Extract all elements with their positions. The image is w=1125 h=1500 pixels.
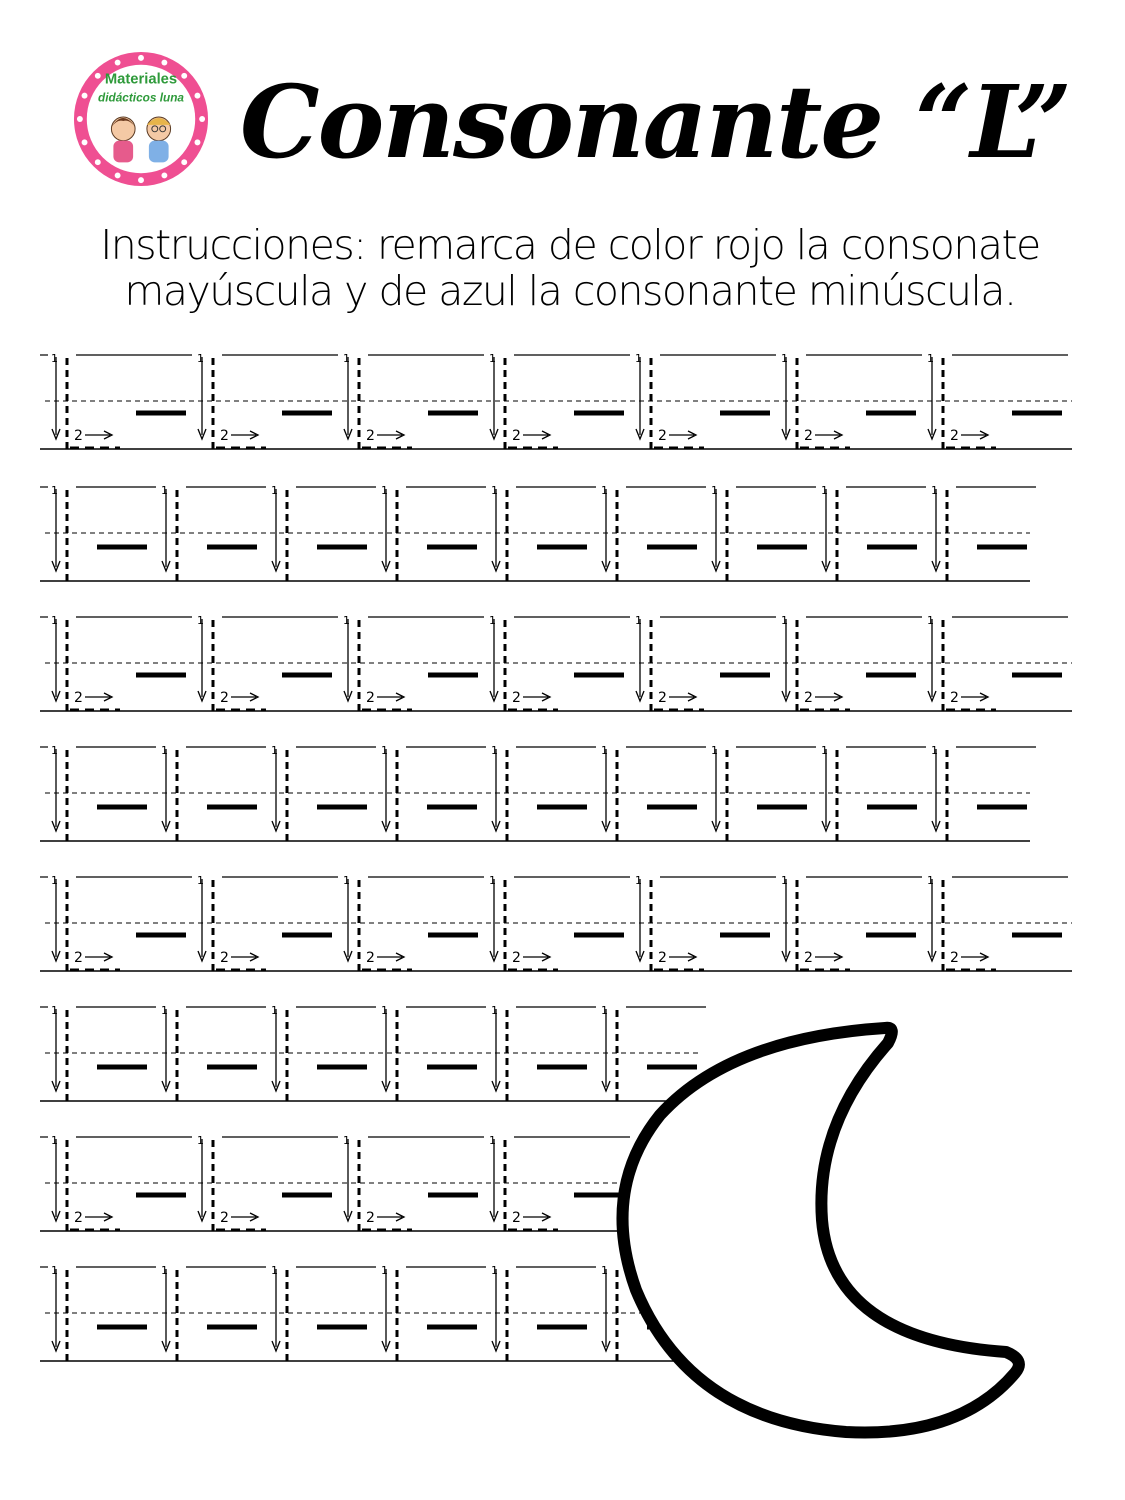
stroke-number-1: 1	[343, 874, 350, 887]
stroke-number-1: 1	[271, 484, 278, 497]
stroke-number-1: 1	[491, 1004, 498, 1017]
stroke-number-1: 1	[931, 484, 938, 497]
stroke-number-1: 1	[197, 874, 204, 887]
tracing-letter-lowercase-l[interactable]	[711, 744, 816, 841]
tracing-letter-lowercase-l[interactable]	[161, 1264, 266, 1361]
stroke-number-1: 1	[781, 352, 788, 365]
stroke-number-2: 2	[804, 428, 813, 444]
stroke-number-2: 2	[74, 950, 83, 966]
stroke-number-1: 1	[931, 744, 938, 757]
stroke-number-1: 1	[601, 1004, 608, 1017]
stroke-number-2: 2	[658, 428, 667, 444]
tracing-row-lowercase	[40, 744, 1036, 841]
stroke-number-1: 1	[343, 614, 350, 627]
tracing-letter-lowercase-l[interactable]	[161, 484, 266, 581]
stroke-number-1: 1	[161, 1004, 168, 1017]
stroke-number-2: 2	[220, 950, 229, 966]
page-title: Consonante “L”	[240, 63, 1071, 181]
tracing-letter-lowercase-l[interactable]	[711, 484, 816, 581]
stroke-number-1: 1	[161, 484, 168, 497]
stroke-number-1: 1	[927, 614, 934, 627]
stroke-number-1: 1	[781, 874, 788, 887]
stroke-number-1: 1	[821, 484, 828, 497]
tracing-row-lowercase	[40, 1004, 706, 1101]
stroke-number-1: 1	[51, 614, 58, 627]
stroke-number-1: 1	[51, 1134, 58, 1147]
stroke-number-1: 1	[635, 352, 642, 365]
stroke-number-2: 2	[512, 950, 521, 966]
stroke-number-1: 1	[489, 614, 496, 627]
tracing-row-lowercase	[40, 484, 1036, 581]
stroke-number-1: 1	[51, 1264, 58, 1277]
tracing-row-uppercase	[40, 874, 1072, 971]
stroke-number-1: 1	[51, 744, 58, 757]
tracing-row-uppercase	[40, 352, 1072, 449]
stroke-number-1: 1	[927, 874, 934, 887]
stroke-number-2: 2	[658, 950, 667, 966]
stroke-number-2: 2	[658, 690, 667, 706]
stroke-number-2: 2	[74, 428, 83, 444]
stroke-number-2: 2	[512, 428, 521, 444]
stroke-number-1: 1	[489, 874, 496, 887]
tracing-letter-lowercase-l[interactable]	[601, 744, 706, 841]
stroke-number-1: 1	[491, 484, 498, 497]
stroke-number-2: 2	[366, 428, 375, 444]
stroke-number-1: 1	[197, 614, 204, 627]
stroke-number-2: 2	[74, 690, 83, 706]
stroke-number-1: 1	[271, 1004, 278, 1017]
stroke-number-1: 1	[489, 1134, 496, 1147]
stroke-number-2: 2	[366, 690, 375, 706]
stroke-number-1: 1	[197, 352, 204, 365]
stroke-number-2: 2	[950, 428, 959, 444]
stroke-number-1: 1	[51, 1004, 58, 1017]
logo-text-line1: Materiales	[104, 71, 178, 88]
stroke-number-1: 1	[821, 744, 828, 757]
stroke-number-1: 1	[489, 352, 496, 365]
stroke-number-1: 1	[601, 744, 608, 757]
tracing-letter-lowercase-l[interactable]	[161, 744, 266, 841]
stroke-number-1: 1	[381, 1264, 388, 1277]
tracing-letter-lowercase-l[interactable]	[161, 1004, 266, 1101]
stroke-number-2: 2	[512, 690, 521, 706]
stroke-number-1: 1	[381, 744, 388, 757]
stroke-number-1: 1	[51, 874, 58, 887]
instructions-line-2: mayúscula y de azul la consonante minúscula.	[124, 267, 1016, 315]
stroke-number-1: 1	[601, 1264, 608, 1277]
stroke-number-1: 1	[381, 484, 388, 497]
stroke-number-2: 2	[950, 690, 959, 706]
stroke-number-1: 1	[635, 614, 642, 627]
moon-icon	[610, 1010, 1050, 1450]
stroke-number-1: 1	[781, 614, 788, 627]
stroke-number-1: 1	[491, 744, 498, 757]
stroke-number-1: 1	[51, 352, 58, 365]
stroke-number-1: 1	[51, 484, 58, 497]
stroke-number-1: 1	[161, 1264, 168, 1277]
stroke-number-1: 1	[271, 1264, 278, 1277]
stroke-number-2: 2	[950, 950, 959, 966]
stroke-number-1: 1	[601, 484, 608, 497]
stroke-number-2: 2	[366, 950, 375, 966]
stroke-number-1: 1	[161, 744, 168, 757]
tracing-letter-lowercase-l[interactable]	[601, 484, 706, 581]
tracing-row-uppercase	[40, 1134, 634, 1231]
stroke-number-1: 1	[711, 484, 718, 497]
stroke-number-1: 1	[491, 1264, 498, 1277]
stroke-number-2: 2	[74, 1210, 83, 1226]
tracing-row-uppercase	[40, 614, 1072, 711]
stroke-number-2: 2	[220, 428, 229, 444]
stroke-number-2: 2	[804, 950, 813, 966]
instructions-line-1: Instrucciones: remarca de color rojo la consonate	[100, 221, 1040, 269]
stroke-number-1: 1	[197, 1134, 204, 1147]
stroke-number-1: 1	[343, 352, 350, 365]
stroke-number-1: 1	[711, 744, 718, 757]
stroke-number-2: 2	[366, 1210, 375, 1226]
tracing-row-lowercase	[40, 1264, 706, 1361]
stroke-number-2: 2	[512, 1210, 521, 1226]
stroke-number-2: 2	[220, 1210, 229, 1226]
stroke-number-1: 1	[927, 352, 934, 365]
stroke-number-1: 1	[343, 1134, 350, 1147]
stroke-number-2: 2	[220, 690, 229, 706]
logo-text-line2: didácticos luna	[98, 90, 184, 105]
stroke-number-1: 1	[271, 744, 278, 757]
stroke-number-1: 1	[635, 874, 642, 887]
stroke-number-1: 1	[381, 1004, 388, 1017]
stroke-number-2: 2	[804, 690, 813, 706]
